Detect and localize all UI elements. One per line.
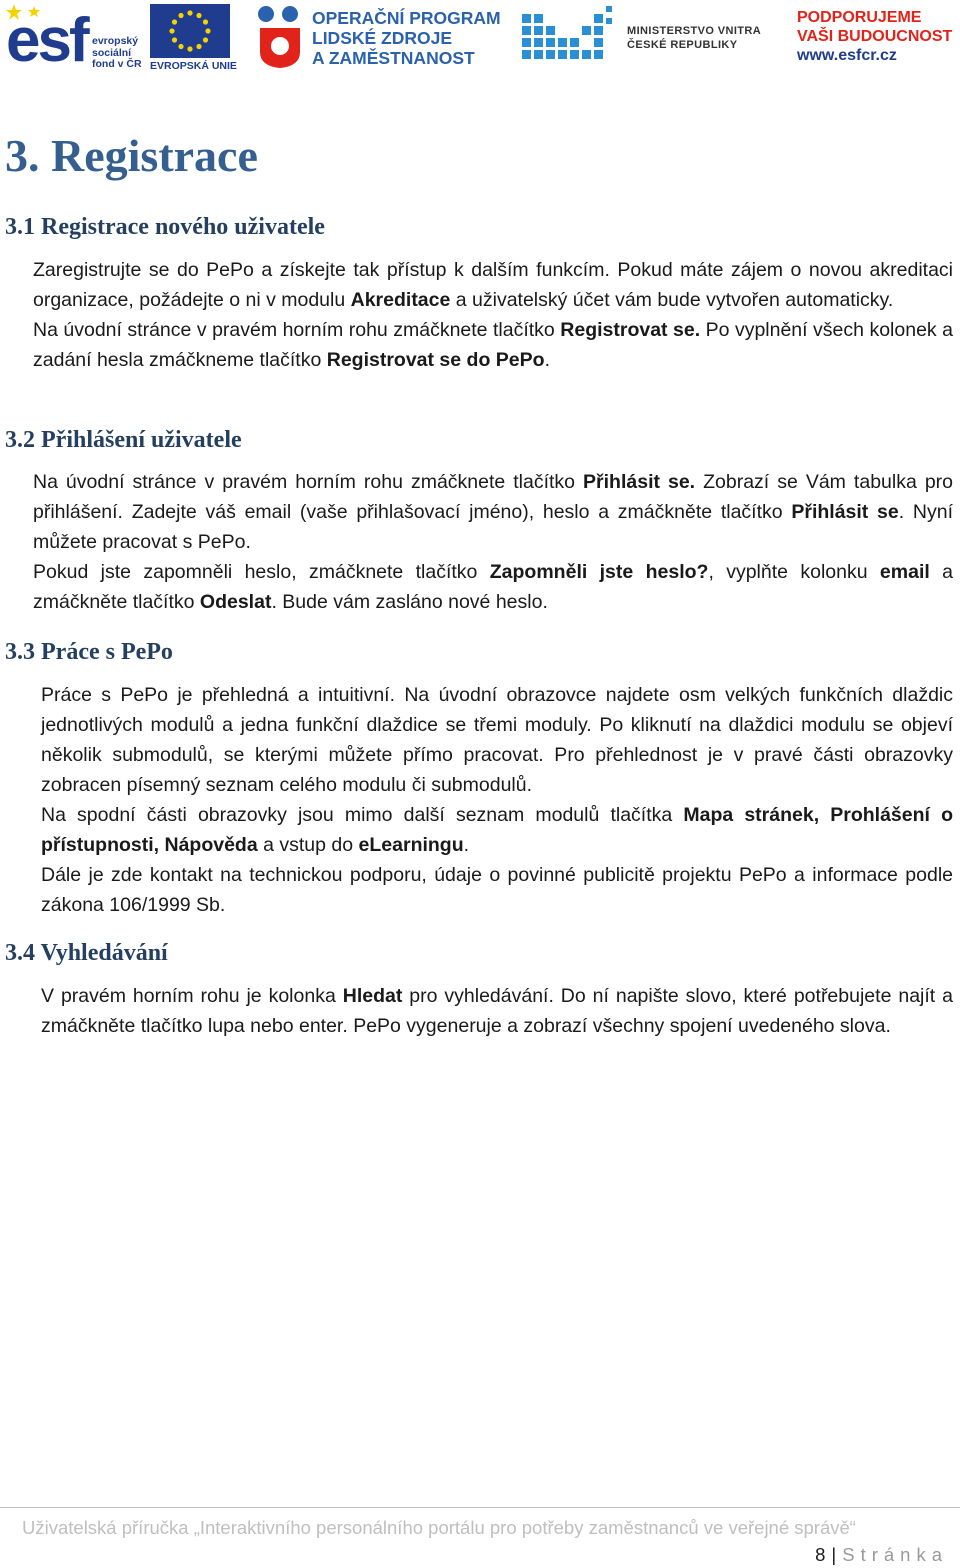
esf-tagline-line: sociální (92, 46, 132, 59)
bold-term: Mapa stránek, Prohlášení o přístupnosti, Nápověda (41, 804, 953, 856)
paragraph: Dále je zde kontakt na technickou podporu, údaje o povinné publicitě projektu PePo a informace podle zákona 106/1999 Sb. (41, 864, 953, 916)
section-title-prihlaseni: 3.2 Přihlášení uživatele (5, 427, 242, 453)
page-separator: | (831, 1544, 837, 1565)
paragraph: Práce s PePo je přehledná a intuitivní. Na úvodní obrazovce najdete osm velkých funkčních dlaždic jednotlivých modulů a jedna funkční dlaždice se třemi moduly. Po kliknutí na dlaždici modulu se objeví několik submodulů, se kterými můžete přímo pracovat. Pro přehlednost je v pravé části obrazovky zobracen písemný seznam celého modulu či submodulů. (41, 684, 953, 796)
op-line: LIDSKÉ ZDROJE (312, 28, 453, 48)
bold-term: eLearningu (358, 834, 464, 856)
op-line: OPERAČNÍ PROGRAM (312, 8, 501, 28)
section-title-registrace: 3.1 Registrace nového uživatele (5, 214, 325, 240)
esfcr-url: www.esfcr.cz (797, 47, 897, 64)
bold-term: Hledat (342, 985, 403, 1007)
paragraph: Na úvodní stránce v pravém horním rohu zmáčknete tlačítko Registrovat se. Po vyplnění všech kolonek a zadání hesla zmáčkneme tlačítko Registrovat se do PePo. (33, 319, 953, 371)
esf-logo (0, 0, 148, 76)
section-body-prihlaseni (33, 467, 953, 617)
esf-tagline-line: evropský (92, 35, 139, 47)
chapter-title: 3. Registrace (5, 130, 258, 181)
podporujeme-block (797, 8, 952, 65)
paragraph: Pokud jste zapomněli heslo, zmáčknete tlačítko Zapomněli jste heslo?, vyplňte kolonku email a zmáčkněte tlačítko Odeslat. Bude vám zasláno nové heslo. (33, 561, 953, 613)
section-title-prace: 3.3 Práce s PePo (5, 639, 173, 665)
eu-label: EVROPSKÁ UNIE (150, 60, 237, 72)
paragraph: Na spodní části obrazovky jsou mimo další seznam modulů tlačítka Mapa stránek, Prohlášení o přístupnosti, Nápověda a vstup do eLearningu. (41, 804, 953, 856)
section-body-registrace (33, 255, 953, 375)
paragraph: Na úvodní stránce v pravém horním rohu zmáčknete tlačítko Přihlásit se. Zobrazí se Vám tabulka pro přihlášení. Zadejte váš email (vaše přihlašovací jméno), heslo a zmáčkněte tlačítko Přihlásit se. Nyní můžete pracovat s PePo. (33, 471, 954, 553)
pod-line: PODPORUJEME (797, 9, 922, 26)
section-title-vyhledavani: 3.4 Vyhledávání (5, 940, 168, 966)
bold-term: Registrovat se. (560, 319, 701, 341)
bold-term: Odeslat (199, 591, 272, 613)
header-logo-band (0, 0, 960, 76)
section-body-prace (41, 680, 953, 920)
mv-line: MINISTERSTVO VNITRA (627, 25, 762, 37)
bold-term: Přihlásit se (791, 501, 899, 523)
pod-line: VAŠI BUDOUCNOST (797, 28, 953, 45)
esf-wordmark: esf (6, 6, 87, 75)
bold-term: Registrovat se do PePo (326, 349, 545, 371)
page-number: 8 (815, 1544, 826, 1565)
esf-tagline-line: fond v ČR (92, 58, 142, 70)
op-line: A ZAMĚSTNANOST (312, 48, 475, 68)
footer-document-title: Uživatelská příručka „Interaktivního personálního portálu pro potřeby zaměstnanců ve veřejné správě“ (22, 1517, 856, 1538)
bold-term: Zapomněli jste heslo? (489, 561, 709, 583)
footer-divider (0, 1507, 960, 1508)
bold-term: Akreditace (350, 289, 451, 311)
page-label: Stránka (842, 1544, 948, 1565)
page-number-block (815, 1542, 948, 1568)
op-lzz-title (312, 8, 501, 68)
mv-dots-icon (522, 6, 614, 70)
op-figure-icon (256, 4, 304, 70)
paragraph: V pravém horním rohu je kolonka Hledat pro vyhledávání. Do ní napište slovo, které potřebujete najít a zmáčkněte tlačítko lupa nebo enter. PePo vygeneruje a zobrazí všechny spojení uvedeného slova. (41, 985, 953, 1037)
paragraph: Zaregistrujte se do PePo a získejte tak přístup k dalším funkcím. Pokud máte zájem o novou akreditaci organizace, požádejte o ni v modulu Akreditace a uživatelský účet vám bude vytvořen automaticky. (33, 259, 953, 311)
bold-term: Přihlásit se. (583, 471, 696, 493)
esf-tagline (92, 36, 142, 71)
mv-logo-mark (522, 6, 614, 70)
section-body-vyhledavani (41, 981, 953, 1041)
op-lzz-logo-mark (256, 4, 304, 70)
bold-term: email (879, 561, 930, 583)
eu-flag-icon (150, 4, 230, 58)
mv-title (627, 24, 761, 52)
mv-line: ČESKÉ REPUBLIKY (627, 39, 738, 51)
eu-logo (150, 4, 237, 74)
